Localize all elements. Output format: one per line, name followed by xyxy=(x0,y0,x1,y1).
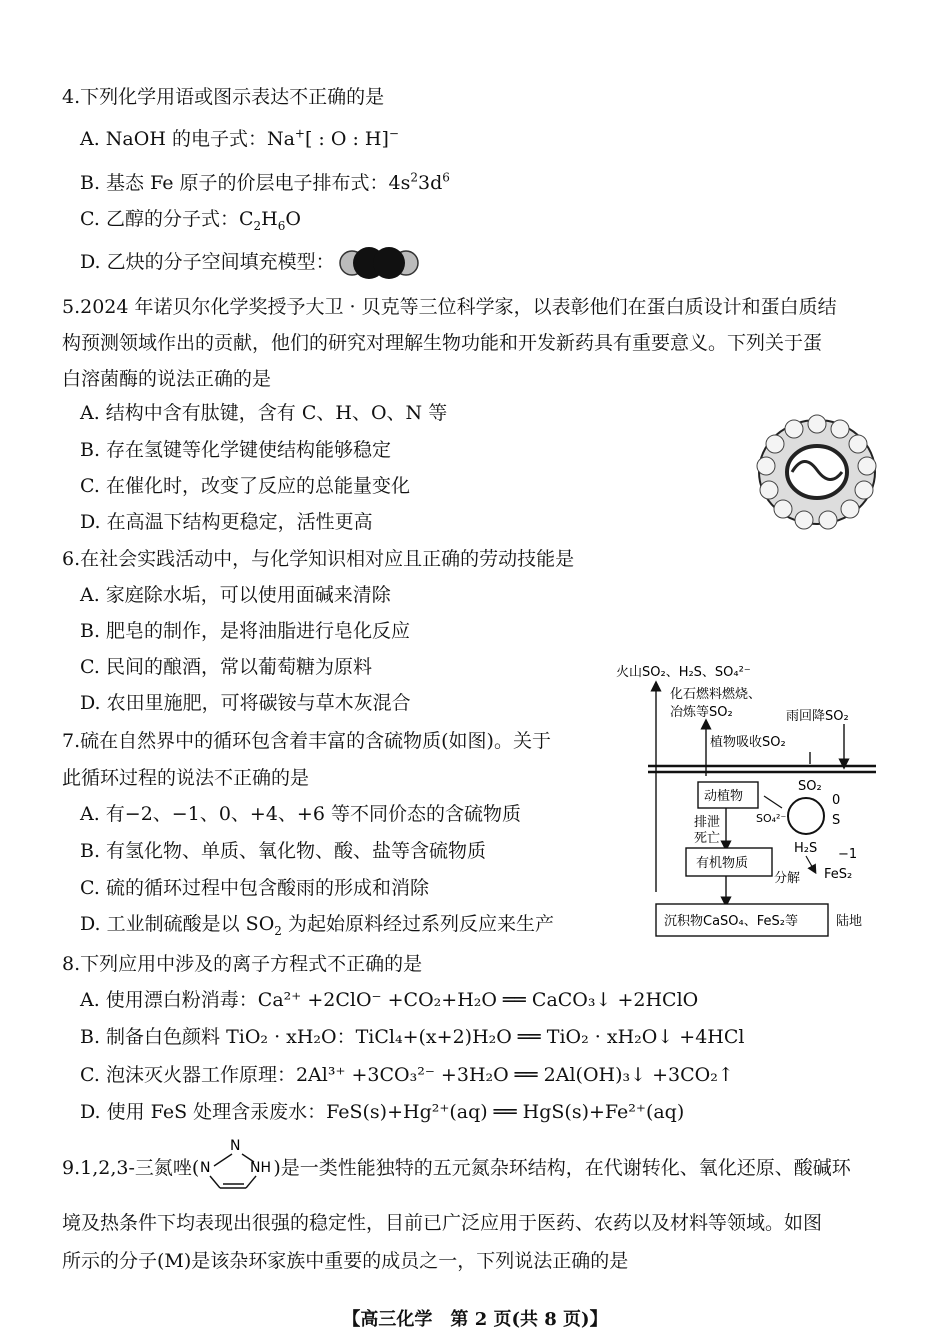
diagram-decompose-label: 分解 xyxy=(774,871,801,886)
q8-option-a: A. 使用漂白粉消毒：Ca²⁺ +2ClO⁻ +CO₂+H₂O ══ CaCO₃↓ +2HClO xyxy=(80,989,699,1011)
diagram-so2-label: SO₂ xyxy=(798,779,822,794)
q9-stem-line2: 境及热条件下均表现出很强的稳定性，目前已广泛应用于医药、农药以及材料等领域。如图 xyxy=(62,1212,823,1234)
diagram-minus1-label: −1 xyxy=(838,847,858,862)
q7-stem-line1: 7.硫在自然界中的循环包含着丰富的含硫物质(如图)。关于 xyxy=(62,730,551,752)
diagram-h2s-label: H₂S xyxy=(794,841,818,856)
diagram-zero-label: 0 xyxy=(832,793,841,808)
diagram-plant-label: 植物吸收SO₂ xyxy=(710,735,786,750)
q5-option-a: A. 结构中含有肽键，含有 C、H、O、N 等 xyxy=(80,402,448,424)
q8-option-c: C. 泡沫灭火器工作原理：2Al³⁺ +3CO₃²⁻ +3H₂O ══ 2Al(OH)₃↓ +3CO₂↑ xyxy=(80,1064,734,1086)
triazole-n-left: N xyxy=(200,1160,211,1176)
q7-option-b: B. 有氢化物、单质、氧化物、酸、盐等含硫物质 xyxy=(80,840,487,862)
q6-option-c: C. 民间的酿酒，常以葡萄糖为原料 xyxy=(80,656,372,678)
lysozyme-ring-image xyxy=(752,412,882,532)
diagram-volcano-label: 火山SO₂、H₂S、SO₄²⁻ xyxy=(616,665,751,680)
q6-option-b: B. 肥皂的制作，是将油脂进行皂化反应 xyxy=(80,620,411,642)
q6-option-a: A. 家庭除水垢，可以使用面碱来清除 xyxy=(80,584,391,606)
acetylene-space-filling-model xyxy=(334,246,424,280)
diagram-excrete-label-1: 排泄 xyxy=(694,815,721,830)
diagram-fes2-label: FeS₂ xyxy=(824,867,853,882)
sulfur-cycle-diagram xyxy=(614,656,884,946)
sulfur-cycle-circle xyxy=(788,798,824,834)
diagram-organic-label: 有机物质 xyxy=(696,856,749,871)
triazole-nh: NH xyxy=(250,1160,271,1176)
q9-stem-line3: 所示的分子(M)是该杂环家族中重要的成员之一，下列说法正确的是 xyxy=(62,1250,629,1272)
diagram-sediment-label: 沉积物CaSO₄、FeS₂等 xyxy=(664,914,798,929)
diagram-excrete-label-2: 死亡 xyxy=(694,831,721,846)
q7-option-d: D. 工业制硫酸是以 $SO_2$ 为起始原料经过系列反应来生产 xyxy=(80,913,554,938)
diagram-fossil-label-1: 化石燃料燃烧、 xyxy=(670,687,762,702)
q4-option-d: D. 乙炔的分子空间填充模型： xyxy=(80,251,335,273)
q8-stem: 8.下列应用中涉及的离子方程式不正确的是 xyxy=(62,953,423,975)
q5-option-d: D. 在高温下结构更稳定，活性更高 xyxy=(80,511,373,533)
q5-stem-line2: 构预测领域作出的贡献，他们的研究对理解生物功能和开发新药具有重要意义。下列关于蛋 xyxy=(62,332,823,354)
q9-stem-line1: 9.1,2,3-三氮唑( )是一类性能独特的五元氮杂环结构，在代谢转化、氧化还原、酸碱环 xyxy=(62,1157,851,1179)
q8-option-d: D. 使用 FeS 处理含汞废水：FeS(s)+Hg²⁺(aq) ══ HgS(s)+Fe²⁺(aq) xyxy=(80,1101,685,1123)
diagram-so4-label: SO₄²⁻ xyxy=(756,812,787,825)
q7-stem-line2: 此循环过程的说法不正确的是 xyxy=(62,767,310,789)
triazole-n-top: N xyxy=(230,1138,241,1154)
triazole-structure xyxy=(200,1136,276,1192)
q8-option-b: B. 制备白色颜料 TiO₂ · xH₂O：TiCl₄+(x+2)H₂O ══ TiO₂ · xH₂O↓ +4HCl xyxy=(80,1026,745,1048)
diagram-rain-label: 雨回降SO₂ xyxy=(786,709,849,724)
q4-option-a: A. NaOH 的电子式：Na+[ : O : H]− xyxy=(80,126,399,150)
q5-stem-line1: 5.2024 年诺贝尔化学奖授予大卫 · 贝克等三位科学家，以表彰他们在蛋白质设计和蛋白质结 xyxy=(62,296,837,318)
page-footer: 【高三化学 第 2 页(共 8 页)】 xyxy=(342,1309,608,1330)
diagram-fossil-label-2: 冶炼等SO₂ xyxy=(670,705,733,720)
q5-option-b: B. 存在氢键等化学键使结构能够稳定 xyxy=(80,439,392,461)
diagram-land-label: 陆地 xyxy=(836,914,863,929)
q4-option-c: C. 乙醇的分子式：$C_2H_6O$ xyxy=(80,208,301,233)
q5-stem-line3: 白溶菌酶的说法正确的是 xyxy=(62,368,272,390)
diagram-s-label: S xyxy=(832,813,841,828)
q7-option-c: C. 硫的循环过程中包含酸雨的形成和消除 xyxy=(80,877,429,899)
q6-stem: 6.在社会实践活动中，与化学知识相对应且正确的劳动技能是 xyxy=(62,548,575,570)
q7-option-a: A. 有−2、−1、0、+4、+6 等不同价态的含硫物质 xyxy=(80,803,521,825)
q5-option-c: C. 在催化时，改变了反应的总能量变化 xyxy=(80,475,410,497)
q6-option-d: D. 农田里施肥，可将碳铵与草木灰混合 xyxy=(80,692,411,714)
q4-option-b: B. 基态 Fe 原子的价层电子排布式：$4s^23d^6$ xyxy=(80,170,450,194)
diagram-animals-label: 动植物 xyxy=(704,789,744,804)
q4-stem: 4.下列化学用语或图示表达不正确的是 xyxy=(62,86,385,108)
